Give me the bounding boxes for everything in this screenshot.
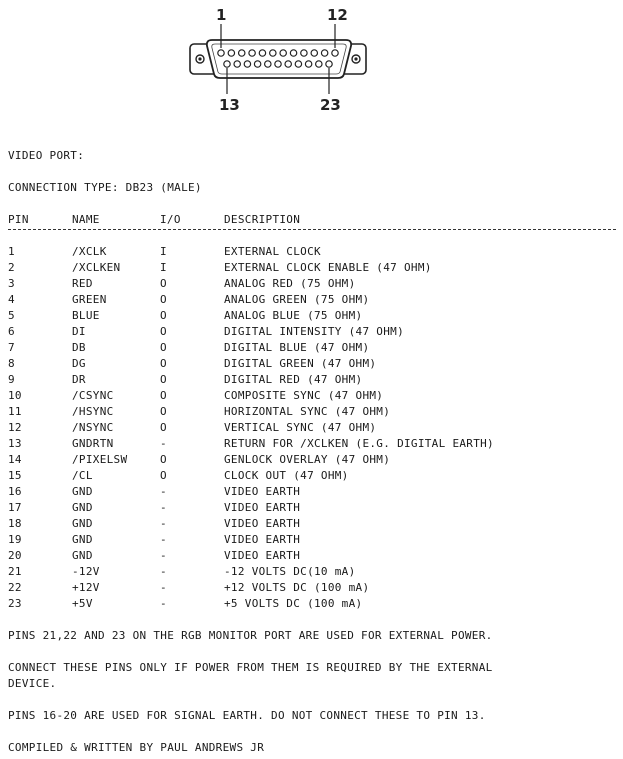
cell-name: GND xyxy=(72,517,93,530)
cell-io: I xyxy=(160,261,167,274)
table-row xyxy=(8,532,618,548)
cell-description: DIGITAL RED (47 OHM) xyxy=(224,373,363,386)
cell-pin: 17 xyxy=(8,501,22,514)
cell-io: O xyxy=(160,421,167,434)
cell-pin: 13 xyxy=(8,437,22,450)
connector-pin xyxy=(295,61,301,67)
cell-description: ANALOG RED (75 OHM) xyxy=(224,277,356,290)
cell-pin: 5 xyxy=(8,309,15,322)
table-row xyxy=(8,420,618,436)
cell-description: DIGITAL GREEN (47 OHM) xyxy=(224,357,377,370)
credit-line: COMPILED & WRITTEN BY PAUL ANDREWS JR xyxy=(8,741,265,754)
table-header xyxy=(8,212,618,228)
cell-description: VIDEO EARTH xyxy=(224,549,301,562)
header-pin: PIN xyxy=(8,213,29,226)
table-row xyxy=(8,564,618,580)
connector-pin xyxy=(265,61,271,67)
cell-description: DIGITAL INTENSITY (47 OHM) xyxy=(224,325,404,338)
cell-pin: 19 xyxy=(8,533,22,546)
cell-description: +5 VOLTS DC (100 mA) xyxy=(224,597,363,610)
table-row xyxy=(8,276,618,292)
connector-pin xyxy=(224,61,230,67)
cell-io: - xyxy=(160,533,167,546)
cell-description: VIDEO EARTH xyxy=(224,517,301,530)
cell-io: O xyxy=(160,469,167,482)
table-row xyxy=(8,372,618,388)
connector-shell xyxy=(190,40,366,78)
cell-description: VIDEO EARTH xyxy=(224,501,301,514)
note-earth: PINS 16-20 ARE USED FOR SIGNAL EARTH. DO NOT CONNECT THESE TO PIN 13. xyxy=(8,709,486,722)
cell-pin: 10 xyxy=(8,389,22,402)
video-port-heading: VIDEO PORT: xyxy=(8,149,85,162)
cell-io: O xyxy=(160,325,167,338)
cell-description: CLOCK OUT (47 OHM) xyxy=(224,469,349,482)
table-row xyxy=(8,452,618,468)
cell-name: +5V xyxy=(72,597,93,610)
table-row xyxy=(8,580,618,596)
cell-name: RED xyxy=(72,277,93,290)
pin-table xyxy=(8,244,618,612)
label-pin-13: 13 xyxy=(219,96,240,114)
table-row xyxy=(8,484,618,500)
cell-io: O xyxy=(160,405,167,418)
cell-name: -12V xyxy=(72,565,100,578)
mounting-hole-left-center xyxy=(198,57,201,60)
connector-pin xyxy=(332,50,338,56)
table-row xyxy=(8,404,618,420)
cell-name: GREEN xyxy=(72,293,107,306)
cell-pin: 1 xyxy=(8,245,15,258)
cell-pin: 9 xyxy=(8,373,15,386)
cell-io: - xyxy=(160,517,167,530)
cell-description: EXTERNAL CLOCK ENABLE (47 OHM) xyxy=(224,261,432,274)
cell-description: VIDEO EARTH xyxy=(224,485,301,498)
cell-description: COMPOSITE SYNC (47 OHM) xyxy=(224,389,384,402)
table-row xyxy=(8,260,618,276)
cell-io: - xyxy=(160,437,167,450)
cell-pin: 23 xyxy=(8,597,22,610)
mounting-hole-right-center xyxy=(354,57,357,60)
cell-io: I xyxy=(160,245,167,258)
cell-io: O xyxy=(160,341,167,354)
table-row xyxy=(8,308,618,324)
note-connect-line-1: CONNECT THESE PINS ONLY IF POWER FROM THEM IS REQUIRED BY THE EXTERNAL xyxy=(8,661,493,674)
cell-io: O xyxy=(160,277,167,290)
table-row xyxy=(8,340,618,356)
cell-name: DG xyxy=(72,357,86,370)
note-connect-line-2: DEVICE. xyxy=(8,677,57,690)
cell-name: GNDRTN xyxy=(72,437,114,450)
cell-io: O xyxy=(160,309,167,322)
cell-name: +12V xyxy=(72,581,100,594)
cell-name: /NSYNC xyxy=(72,421,114,434)
cell-pin: 14 xyxy=(8,453,22,466)
table-row xyxy=(8,500,618,516)
label-pin-1: 1 xyxy=(216,6,227,24)
table-row xyxy=(8,356,618,372)
cell-description: ANALOG GREEN (75 OHM) xyxy=(224,293,370,306)
cell-name: DR xyxy=(72,373,86,386)
cell-description: VIDEO EARTH xyxy=(224,533,301,546)
note-power: PINS 21,22 AND 23 ON THE RGB MONITOR PORT ARE USED FOR EXTERNAL POWER. xyxy=(8,629,493,642)
cell-description: RETURN FOR /XCLKEN (E.G. DIGITAL EARTH) xyxy=(224,437,494,450)
table-row xyxy=(8,388,618,404)
cell-pin: 8 xyxy=(8,357,15,370)
cell-io: - xyxy=(160,565,167,578)
table-row xyxy=(8,436,618,452)
connector-pin xyxy=(290,50,296,56)
cell-io: O xyxy=(160,373,167,386)
cell-io: O xyxy=(160,453,167,466)
table-row xyxy=(8,324,618,340)
cell-pin: 7 xyxy=(8,341,15,354)
cell-description: GENLOCK OVERLAY (47 OHM) xyxy=(224,453,391,466)
cell-name: /XCLK xyxy=(72,245,107,258)
cell-description: HORIZONTAL SYNC (47 OHM) xyxy=(224,405,391,418)
cell-io: - xyxy=(160,581,167,594)
cell-pin: 6 xyxy=(8,325,15,338)
cell-description: +12 VOLTS DC (100 mA) xyxy=(224,581,370,594)
connector-pin xyxy=(249,50,255,56)
cell-name: /HSYNC xyxy=(72,405,114,418)
table-row xyxy=(8,468,618,484)
cell-name: GND xyxy=(72,533,93,546)
pin-row-bottom xyxy=(224,61,332,67)
cell-io: - xyxy=(160,549,167,562)
cell-pin: 4 xyxy=(8,293,15,306)
header-io: I/O xyxy=(160,213,181,226)
cell-name: /PIXELSW xyxy=(72,453,128,466)
connector-pin xyxy=(301,50,307,56)
table-row xyxy=(8,292,618,308)
cell-description: ANALOG BLUE (75 OHM) xyxy=(224,309,363,322)
cell-name: BLUE xyxy=(72,309,100,322)
connector-pin xyxy=(259,50,265,56)
connector-pin xyxy=(316,61,322,67)
connector-pin xyxy=(305,61,311,67)
connector-pin xyxy=(228,50,234,56)
label-pin-12: 12 xyxy=(327,6,348,24)
cell-pin: 20 xyxy=(8,549,22,562)
cell-name: GND xyxy=(72,501,93,514)
cell-name: GND xyxy=(72,549,93,562)
cell-io: O xyxy=(160,389,167,402)
connector-pin xyxy=(275,61,281,67)
cell-pin: 21 xyxy=(8,565,22,578)
cell-name: DB xyxy=(72,341,86,354)
cell-pin: 16 xyxy=(8,485,22,498)
cell-io: O xyxy=(160,293,167,306)
connector-pin xyxy=(239,50,245,56)
connector-pin xyxy=(311,50,317,56)
connector-pin xyxy=(254,61,260,67)
connection-type: CONNECTION TYPE: DB23 (MALE) xyxy=(8,181,202,194)
cell-io: - xyxy=(160,501,167,514)
table-row xyxy=(8,548,618,564)
cell-description: VERTICAL SYNC (47 OHM) xyxy=(224,421,377,434)
connector-pin xyxy=(270,50,276,56)
cell-description: DIGITAL BLUE (47 OHM) xyxy=(224,341,370,354)
header-name: NAME xyxy=(72,213,100,226)
db23-connector-diagram xyxy=(0,0,623,120)
connector-pin xyxy=(280,50,286,56)
cell-pin: 22 xyxy=(8,581,22,594)
cell-pin: 15 xyxy=(8,469,22,482)
cell-io: - xyxy=(160,485,167,498)
connector-pin xyxy=(218,50,224,56)
table-row xyxy=(8,596,618,612)
cell-name: /XCLKEN xyxy=(72,261,121,274)
cell-pin: 2 xyxy=(8,261,15,274)
connector-pin xyxy=(321,50,327,56)
table-divider xyxy=(8,229,616,230)
cell-io: - xyxy=(160,597,167,610)
cell-description: EXTERNAL CLOCK xyxy=(224,245,321,258)
table-row xyxy=(8,244,618,260)
connector-pin xyxy=(244,61,250,67)
label-pin-23: 23 xyxy=(320,96,341,114)
connector-pin xyxy=(326,61,332,67)
cell-pin: 3 xyxy=(8,277,15,290)
cell-pin: 18 xyxy=(8,517,22,530)
cell-description: -12 VOLTS DC(10 mA) xyxy=(224,565,356,578)
cell-name: GND xyxy=(72,485,93,498)
cell-pin: 11 xyxy=(8,405,22,418)
cell-name: /CL xyxy=(72,469,93,482)
connector-pin xyxy=(285,61,291,67)
table-row xyxy=(8,516,618,532)
header-description: DESCRIPTION xyxy=(224,213,301,226)
cell-pin: 12 xyxy=(8,421,22,434)
connector-pin xyxy=(234,61,240,67)
cell-io: O xyxy=(160,357,167,370)
cell-name: DI xyxy=(72,325,86,338)
cell-name: /CSYNC xyxy=(72,389,114,402)
